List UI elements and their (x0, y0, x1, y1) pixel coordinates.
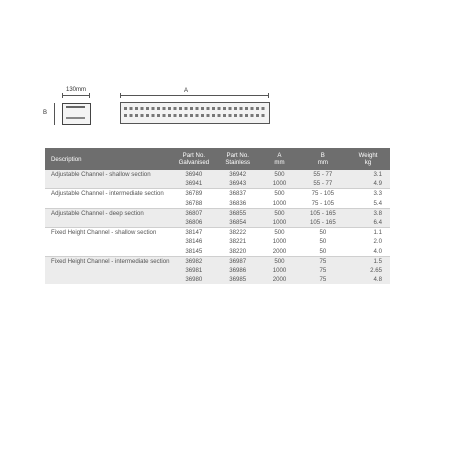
cell-part-stainless: 38220 (229, 247, 247, 255)
cell-description: Adjustable Channel - deep section (45, 208, 172, 218)
cell-description (45, 275, 172, 284)
cell-part-stainless: 38222 (216, 228, 259, 238)
cell-weight: 4.8 (346, 275, 390, 284)
table-header-row (45, 148, 390, 170)
cell-part-galvanised: 36940 (172, 170, 217, 179)
cell-part-stainless: 36942 (216, 170, 259, 179)
cell-a: 1000 (259, 179, 299, 189)
width-dimension-label: 130mm (66, 87, 87, 93)
table-row (45, 256, 390, 266)
cell-a: 500 (259, 170, 299, 179)
length-dimension-label: A (184, 88, 189, 94)
table-row (45, 199, 390, 209)
cross-section-base (66, 117, 85, 119)
cell-a: 2000 (272, 247, 287, 255)
cell-b: 50 (319, 238, 327, 246)
table-row (45, 189, 390, 199)
cell-b: 105 - 165 (300, 218, 346, 228)
cell-a: 500 (259, 208, 299, 218)
table-row (45, 237, 390, 246)
cell-part-stainless: 36836 (229, 199, 247, 207)
cell-part-stainless: 36943 (216, 179, 259, 189)
table-row (45, 228, 390, 238)
width-tick-right (89, 93, 90, 98)
cell-description (45, 179, 172, 189)
cell-part-galvanised: 36980 (172, 275, 217, 284)
cell-part-stainless: 36986 (216, 266, 259, 275)
cell-description (45, 237, 172, 246)
table-row (45, 170, 390, 179)
cell-b: 75 (300, 275, 346, 284)
cell-weight: 2.65 (346, 266, 390, 275)
cell-description (45, 266, 172, 275)
cell-description: Fixed Height Channel - intermediate section (45, 256, 172, 266)
cell-part-galvanised: 36789 (172, 189, 217, 199)
cell-weight: 4.0 (373, 247, 382, 255)
cell-part-galvanised: 36981 (172, 266, 217, 275)
cell-weight: 5.4 (373, 199, 382, 207)
cell-weight: 3.1 (346, 170, 390, 179)
height-dimension-label: B (43, 110, 48, 116)
width-dimension-line (62, 95, 89, 96)
cell-part-galvanised: 36788 (185, 199, 203, 207)
cell-a: 500 (259, 228, 299, 238)
cell-part-stainless: 36985 (216, 275, 259, 284)
channel-slots-bottom (124, 114, 266, 117)
length-tick-left (120, 93, 121, 98)
cell-b: 75 - 105 (300, 189, 346, 199)
cell-a: 1000 (259, 218, 299, 228)
length-tick-right (268, 93, 269, 98)
cell-b: 75 (300, 266, 346, 275)
cell-part-stainless: 36855 (216, 208, 259, 218)
cell-weight: 1.5 (346, 256, 390, 266)
cell-weight: 6.4 (346, 218, 390, 228)
cell-weight: 3.8 (346, 208, 390, 218)
header-part-stainless: Part No. Stainless (216, 148, 259, 170)
cell-description: Fixed Height Channel - shallow section (45, 228, 172, 238)
channel-side-view (120, 102, 270, 124)
cell-b: 75 - 105 (311, 199, 335, 207)
cell-b: 105 - 165 (300, 208, 346, 218)
table-row (45, 208, 390, 218)
table-body (45, 170, 390, 284)
header-weight: Weight kg (346, 148, 390, 170)
cell-weight: 4.9 (346, 179, 390, 189)
cell-part-galvanised: 36982 (172, 256, 217, 266)
cell-a: 1000 (272, 199, 287, 207)
cell-description: Adjustable Channel - shallow section (45, 170, 172, 179)
length-dimension-line (120, 95, 268, 96)
cell-description (45, 247, 172, 257)
cell-part-galvanised: 36806 (172, 218, 217, 228)
table-row (45, 247, 390, 257)
channel-drawing (40, 84, 420, 134)
table-row (45, 275, 390, 284)
table-row (45, 179, 390, 189)
cell-weight: 1.1 (346, 228, 390, 238)
cell-part-galvanised: 38146 (185, 238, 203, 246)
cell-a: 1000 (259, 266, 299, 275)
cell-part-galvanised: 38147 (172, 228, 217, 238)
header-description: Description (45, 148, 172, 170)
cell-description (45, 218, 172, 228)
cell-a: 500 (259, 256, 299, 266)
cell-b: 55 - 77 (300, 170, 346, 179)
cell-part-galvanised: 36807 (172, 208, 217, 218)
cross-section-grate (66, 106, 85, 108)
cell-part-stainless: 38221 (229, 238, 247, 246)
cell-part-galvanised: 36941 (172, 179, 217, 189)
cell-part-stainless: 36987 (216, 256, 259, 266)
cell-description: Adjustable Channel - intermediate section (45, 189, 172, 199)
cell-part-galvanised: 38145 (185, 247, 203, 255)
specification-table (45, 148, 390, 284)
cell-b: 55 - 77 (300, 179, 346, 189)
cell-weight: 2.0 (373, 238, 382, 246)
cell-a: 1000 (272, 238, 287, 246)
header-a: A mm (259, 148, 299, 170)
header-part-galvanised: Part No. Galvanised (172, 148, 217, 170)
height-dimension-line (54, 103, 55, 125)
cell-weight: 3.3 (346, 189, 390, 199)
cell-part-stainless: 36854 (216, 218, 259, 228)
table-row (45, 266, 390, 275)
cell-b: 75 (300, 256, 346, 266)
cell-description (45, 199, 172, 209)
width-tick-left (62, 93, 63, 98)
cell-b: 50 (319, 247, 327, 255)
cell-a: 500 (259, 189, 299, 199)
table-row (45, 218, 390, 228)
cell-part-stainless: 36837 (216, 189, 259, 199)
header-b: B mm (300, 148, 346, 170)
cell-b: 50 (300, 228, 346, 238)
cell-a: 2000 (259, 275, 299, 284)
channel-slots-top (124, 107, 266, 110)
